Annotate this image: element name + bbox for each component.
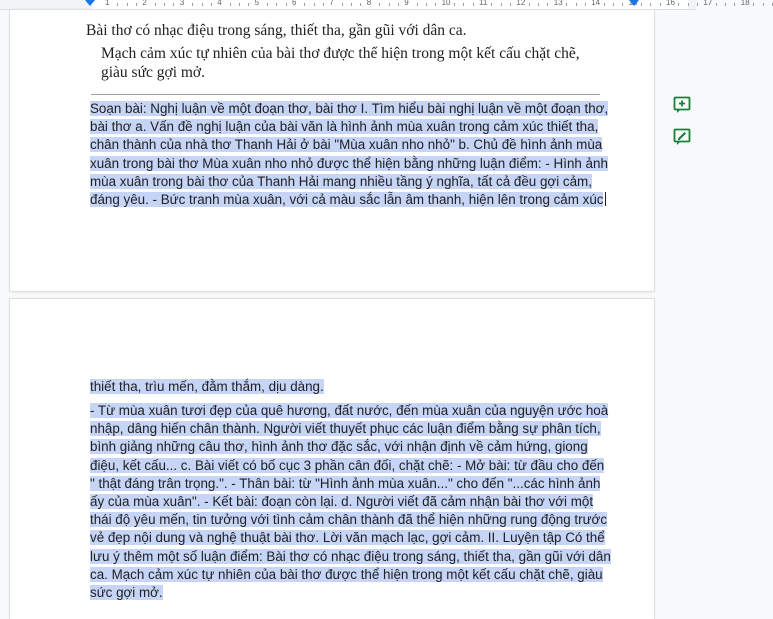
ruler-tick xyxy=(538,3,539,6)
add-comment-icon xyxy=(673,96,691,119)
ruler-tick xyxy=(660,3,661,6)
selected-text-line: ấy của mùa xuân". - Kết bài: đoạn còn lại. d. Người viết đã cảm nhận bài thơ với một xyxy=(90,494,594,510)
ruler-tick xyxy=(117,3,118,6)
ruler-tick xyxy=(239,3,240,6)
ruler-tick xyxy=(725,3,726,6)
ruler-tick xyxy=(734,3,735,6)
ruler-number: 5 xyxy=(254,0,260,7)
ruler-tick xyxy=(164,3,165,6)
ruler-tick xyxy=(650,3,651,6)
ruler-number: 7 xyxy=(329,0,334,7)
ruler-number: 2 xyxy=(142,0,147,7)
selected-paragraph[interactable] xyxy=(90,100,608,209)
selected-text-line: mùa xuân trong bài thơ của Thanh Hải mang nhiều tầng ý nghĩa, tất cả đều gợi cảm, xyxy=(90,173,592,189)
ruler-tick xyxy=(248,3,249,6)
selected-text-line: lưu ý thêm một số luận điểm: Bài thơ có nhạc điệu trong sáng, thiết tha, gần gũi với dân xyxy=(90,548,611,564)
right-indent-marker[interactable] xyxy=(629,0,639,6)
suggest-edit-icon xyxy=(673,128,691,151)
selected-text-line: bình giảng những câu thơ, hình ảnh thơ đặc sắc, với nhận định về cảm hứng, giong xyxy=(90,439,588,455)
selected-text-line: thiết tha, trìu mến, đằm thắm, dịu dàng. xyxy=(90,379,324,394)
ruler-tick xyxy=(688,3,689,6)
ruler-tick xyxy=(417,3,418,6)
text-cursor xyxy=(605,192,606,206)
ruler-tick xyxy=(716,3,717,6)
ruler-number: 16 xyxy=(666,0,675,7)
ruler-tick xyxy=(360,3,361,6)
ruler-number: 13 xyxy=(553,0,563,7)
left-indent-marker[interactable] xyxy=(85,0,95,6)
ruler-tick xyxy=(501,3,502,6)
add-comment-button[interactable] xyxy=(671,96,693,118)
ruler-number: 8 xyxy=(366,0,372,7)
ruler-tick xyxy=(286,3,287,6)
ruler-tick xyxy=(585,3,586,6)
ruler-number: 3 xyxy=(179,0,185,7)
ruler-tick xyxy=(230,3,231,6)
ruler-number: 11 xyxy=(479,0,488,7)
ruler-number: 17 xyxy=(703,0,713,7)
selected-text-line: điệu, kết cấu... c. Bài viết có bố cục 3 phần cân đối, chặt chẽ: - Mở bài: từ đầu cho đến xyxy=(90,457,605,473)
body-text-line: Bài thơ có nhạc điệu trong sáng, thiết tha, gần gũi với dân ca. xyxy=(86,22,467,39)
selected-text-line: nhập, dâng hiến chân thành. Người viết thuyết phục các luận điểm bằng sự phân tích, xyxy=(90,421,601,437)
side-action-toolbar xyxy=(669,92,697,160)
selected-text-line: thái độ yêu mến, tin tưởng với tình cảm chân thành đã thể hiện những rung động trước xyxy=(90,512,608,528)
selected-paragraph[interactable] xyxy=(90,378,324,396)
suggest-edit-button[interactable] xyxy=(671,128,693,150)
ruler-tick xyxy=(323,3,324,6)
ruler-tick xyxy=(276,3,277,6)
ruler-tick xyxy=(566,3,567,6)
selected-text-line: " thật đáng trân trọng.". - Thân bài: từ "Hình ảnh mùa xuân..." cho đến "...các hình ảnh xyxy=(90,475,601,491)
ruler-tick xyxy=(211,3,212,6)
ruler-tick xyxy=(697,3,698,6)
selected-text-line: - Từ mùa xuân tươi đẹp của quê hương, đất nước, đến mùa xuân của nguyện ước hoà xyxy=(90,403,609,418)
ruler-tick xyxy=(529,3,530,6)
ruler-tick xyxy=(398,3,399,6)
ruler-number: 10 xyxy=(441,0,451,7)
ruler-tick xyxy=(435,3,436,6)
ruler-number: 4 xyxy=(217,0,222,7)
ruler-number: 6 xyxy=(292,0,297,7)
ruler-tick xyxy=(314,3,315,6)
ruler-tick xyxy=(473,3,474,6)
horizontal-rule xyxy=(91,94,600,95)
ruler-tick xyxy=(136,3,137,6)
ruler-number: 14 xyxy=(591,0,601,7)
selected-paragraph[interactable] xyxy=(90,402,611,602)
selected-text-line: chân thành của nhà thơ Thanh Hải ở bài "Mùa xuân nho nhỏ" b. Chủ đề hình ảnh mùa xyxy=(90,137,603,153)
ruler-tick xyxy=(351,3,352,6)
ruler-tick xyxy=(678,3,679,6)
selected-text-line: xuân trong bài thơ Mùa xuân nho nhỏ được thể hiện bằng những luận điểm: - Hình ảnh xyxy=(90,155,608,171)
ruler-tick xyxy=(753,3,754,6)
ruler-tick xyxy=(127,3,128,6)
ruler-tick xyxy=(547,3,548,6)
ruler-tick xyxy=(379,3,380,6)
ruler-tick xyxy=(576,3,577,6)
selected-text-line: sức gợi mở. xyxy=(90,585,163,601)
selected-text-line: ca. Mạch cảm xúc tự nhiên của bài thơ được thể hiện trong một kết cấu chặt chẽ, giàu xyxy=(90,566,603,582)
ruler-tick xyxy=(304,3,305,6)
ruler-tick xyxy=(192,3,193,6)
selected-text-line: Soạn bài: Nghị luận về một đoạn thơ, bài thơ I. Tìm hiểu bài nghị luận về một đoạn thơ, xyxy=(90,101,609,116)
ruler-tick xyxy=(622,3,623,6)
ruler-tick xyxy=(454,3,455,6)
ruler-tick xyxy=(510,3,511,6)
document-page-2[interactable] xyxy=(10,299,654,619)
ruler-tick xyxy=(202,3,203,6)
ruler-tick xyxy=(267,3,268,6)
ruler-tick xyxy=(342,3,343,6)
ruler-number: 9 xyxy=(404,0,409,7)
ruler-tick xyxy=(641,3,642,6)
ruler-number: 1 xyxy=(105,0,110,7)
ruler-number: 15 xyxy=(628,0,638,7)
ruler-tick xyxy=(389,3,390,6)
document-page-1[interactable] xyxy=(10,10,654,291)
ruler-tick xyxy=(155,3,156,6)
ruler-tick xyxy=(463,3,464,6)
ruler-tick xyxy=(613,3,614,6)
horizontal-ruler[interactable] xyxy=(0,0,750,10)
ruler-tick xyxy=(604,3,605,6)
ruler-tick xyxy=(491,3,492,6)
ruler-number: 18 xyxy=(740,0,750,7)
body-text-line: Mạch cảm xúc tự nhiên của bài thơ được thể hiện trong một kết cấu chặt chẽ, xyxy=(101,45,580,62)
ruler-scale xyxy=(92,0,750,9)
ruler-number: 12 xyxy=(516,0,526,7)
ruler-tick xyxy=(173,3,174,6)
selected-text-line: vẻ đẹp nội dung và nghệ thuật bài thơ. Lời văn mạch lạc, gợi cảm. II. Luyện tập Có thể xyxy=(90,530,605,546)
ruler-tick xyxy=(763,3,764,6)
ruler-tick xyxy=(426,3,427,6)
selected-text-line: bài thơ a. Vấn đề nghị luận của bài văn là hình ảnh mùa xuân trong cảm xúc thiết tha, xyxy=(90,119,599,135)
body-text-line: giàu sức gợi mở. xyxy=(101,64,206,81)
selected-text-line: đáng yêu. - Bức tranh mùa xuân, với cả màu sắc lẫn âm thanh, hiện lên trong cảm xúc xyxy=(90,192,604,208)
